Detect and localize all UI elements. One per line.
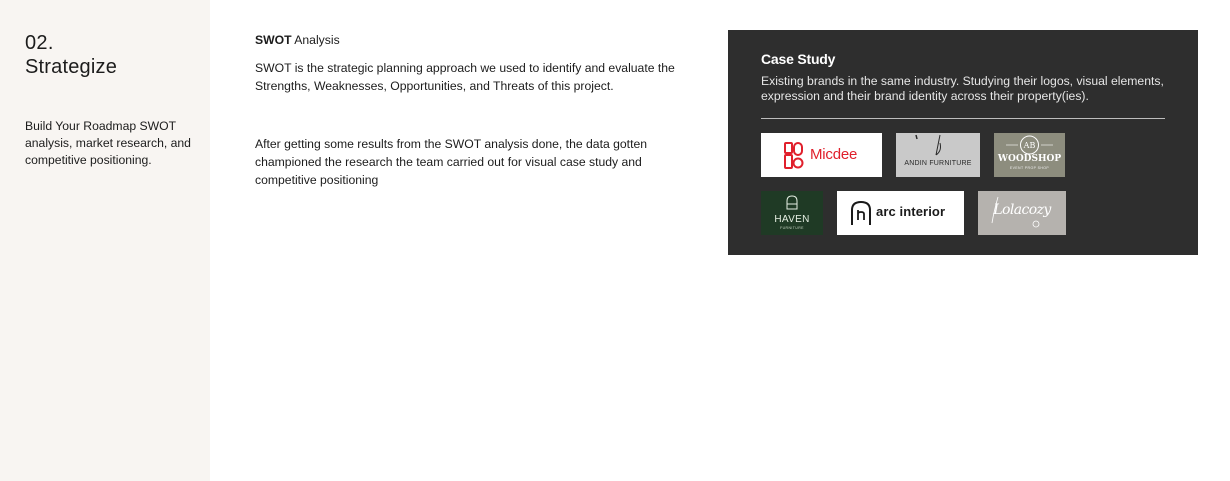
sidebar [0,0,210,481]
haven-tagline: FURNITURE [780,226,804,230]
haven-chair-icon [761,191,823,211]
case-study-title: Case Study [761,51,836,67]
heading-rest: Analysis [291,33,340,47]
heading-bold: SWOT [255,33,292,47]
arc-interior-logo [837,191,964,235]
case-study-card [728,30,1198,255]
arc-interior-wordmark: arc interior [876,204,946,219]
arc-door-icon [850,200,872,226]
swot-paragraph: SWOT is the strategic planning approach we used to identify and evaluate the Strengths, Weaknesses, Opportunities, and Threats of this project. [255,61,675,93]
micdee-logo [761,133,882,177]
andin-wordmark: ANDIN FURNITURE [904,160,972,167]
section-heading [255,31,705,49]
step-title: Strategize [25,56,118,78]
andin-furniture-logo [896,133,980,177]
roadmap-text: Build Your Roadmap SWOT analysis, market research, and competitive positioning. [25,119,191,167]
lolacozy-swash-icon [978,191,1066,235]
woodshop-tagline: EVENT PROP SHOP [1009,166,1050,170]
lolacozy-logo [978,191,1066,235]
divider [761,118,1165,119]
micdee-wordmark: Micdee [810,146,858,163]
haven-wordmark: HAVEN [774,214,810,225]
step-number: 02. [25,32,54,54]
woodshop-wordmark: WOODSHOP [997,154,1062,164]
micdee-mark-icon [783,142,805,170]
case-study-description: Existing brands in the same industry. Studying their logos, visual elements, expression and their brand identity across their property(ies). [761,74,1164,103]
woodshop-logo [994,133,1065,177]
andin-leaf-icon [896,133,980,161]
lolacozy-wordmark: Lolacozy [993,202,1051,218]
results-paragraph: After getting some results from the SWOT analysis done, the data gotten championed the research the team carried out for visual case study and competitive positioning [255,137,648,187]
haven-furniture-logo [761,191,823,235]
svg-text:AB: AB [1023,141,1036,150]
